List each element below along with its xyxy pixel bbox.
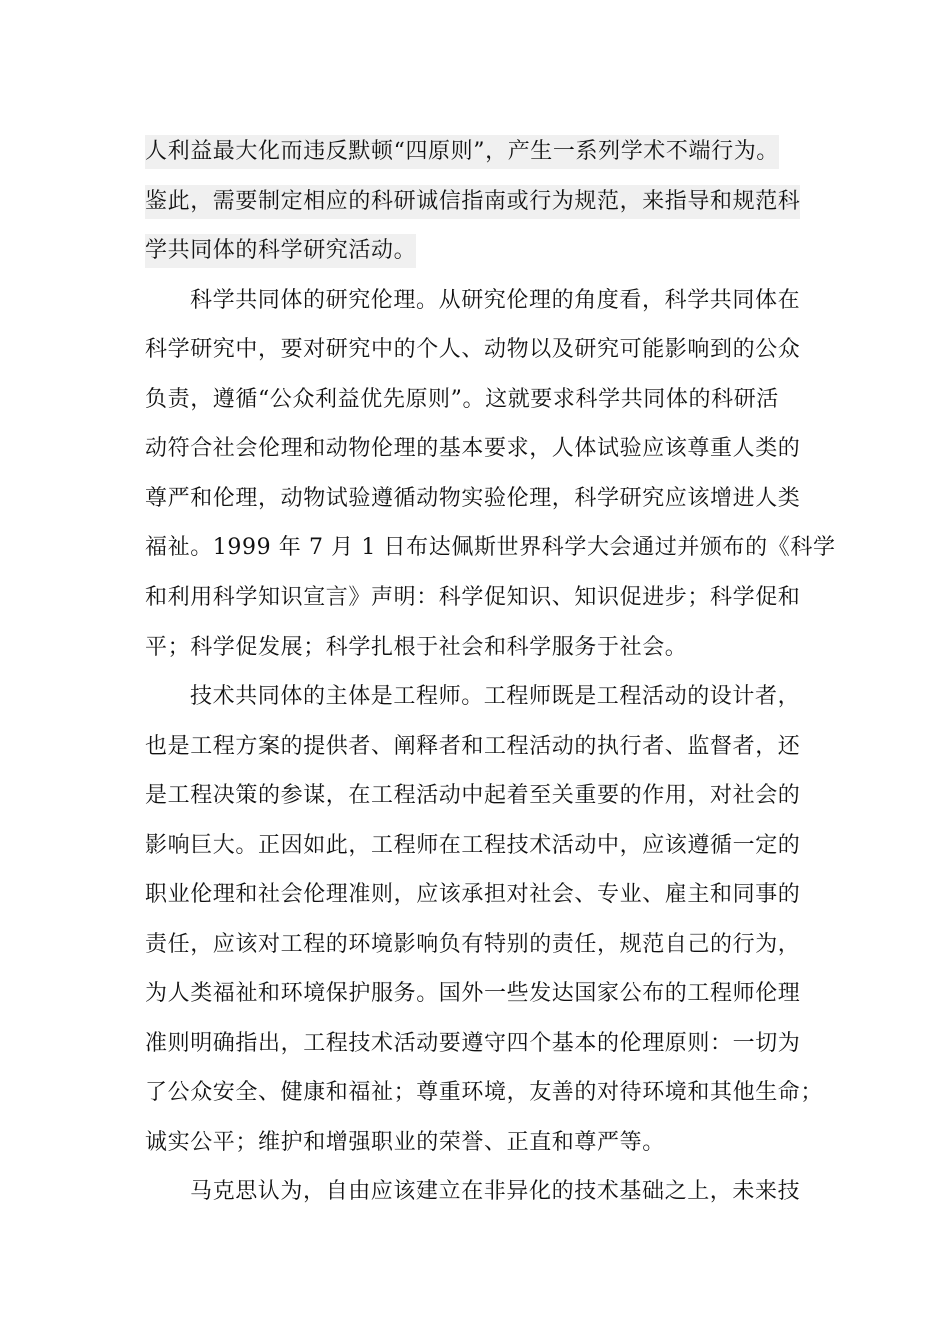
text-line: 责任，应该对工程的环境影响负有特别的责任，规范自己的行为， [145, 932, 801, 957]
text-line: 福祉。1999 年 7 月 1 日布达佩斯世界科学大会通过并颁布的《科学 [145, 535, 836, 560]
text-line: 职业伦理和社会伦理准则，应该承担对社会、专业、雇主和同事的 [145, 882, 801, 907]
text-line: 和利用科学知识宣言》声明：科学促知识、知识促进步；科学促和 [145, 585, 801, 610]
text-line: 也是工程方案的提供者、阐释者和工程活动的执行者、监督者，还 [145, 734, 801, 759]
text-line: 技术共同体的主体是工程师。工程师既是工程活动的设计者， [190, 684, 801, 709]
text-line: 科学共同体的研究伦理。从研究伦理的角度看，科学共同体在 [190, 288, 801, 313]
text-line: 影响巨大。正因如此，工程师在工程技术活动中，应该遵循一定的 [145, 833, 801, 858]
text-line: 准则明确指出，工程技术活动要遵守四个基本的伦理原则：一切为 [145, 1031, 801, 1056]
text-line: 人利益最大化而违反默顿“四原则”，产生一系列学术不端行为。 [145, 135, 779, 169]
text-line: 马克思认为，自由应该建立在非异化的技术基础之上，未来技 [190, 1179, 801, 1204]
text-line: 负责，遵循“公众利益优先原则”。这就要求科学共同体的科研活 [145, 387, 779, 412]
text-line: 动符合社会伦理和动物伦理的基本要求，人体试验应该尊重人类的 [145, 436, 801, 461]
text-line: 诚实公平；维护和增强职业的荣誉、正直和尊严等。 [145, 1130, 665, 1155]
text-line: 尊严和伦理，动物试验遵循动物实验伦理，科学研究应该增进人类 [145, 486, 801, 511]
text-line: 为人类福祉和环境保护服务。国外一些发达国家公布的工程师伦理 [145, 981, 801, 1006]
text-line: 是工程决策的参谋，在工程活动中起着至关重要的作用，对社会的 [145, 783, 801, 808]
text-line: 科学研究中，要对研究中的个人、动物以及研究可能影响到的公众 [145, 337, 801, 362]
text-line: 学共同体的科学研究活动。 [145, 234, 416, 268]
text-line: 平；科学促发展；科学扎根于社会和科学服务于社会。 [145, 635, 688, 660]
text-line: 了公众安全、健康和福祉；尊重环境，友善的对待环境和其他生命； [145, 1080, 824, 1105]
text-line: 鉴此，需要制定相应的科研诚信指南或行为规范，来指导和规范科 [145, 185, 800, 219]
